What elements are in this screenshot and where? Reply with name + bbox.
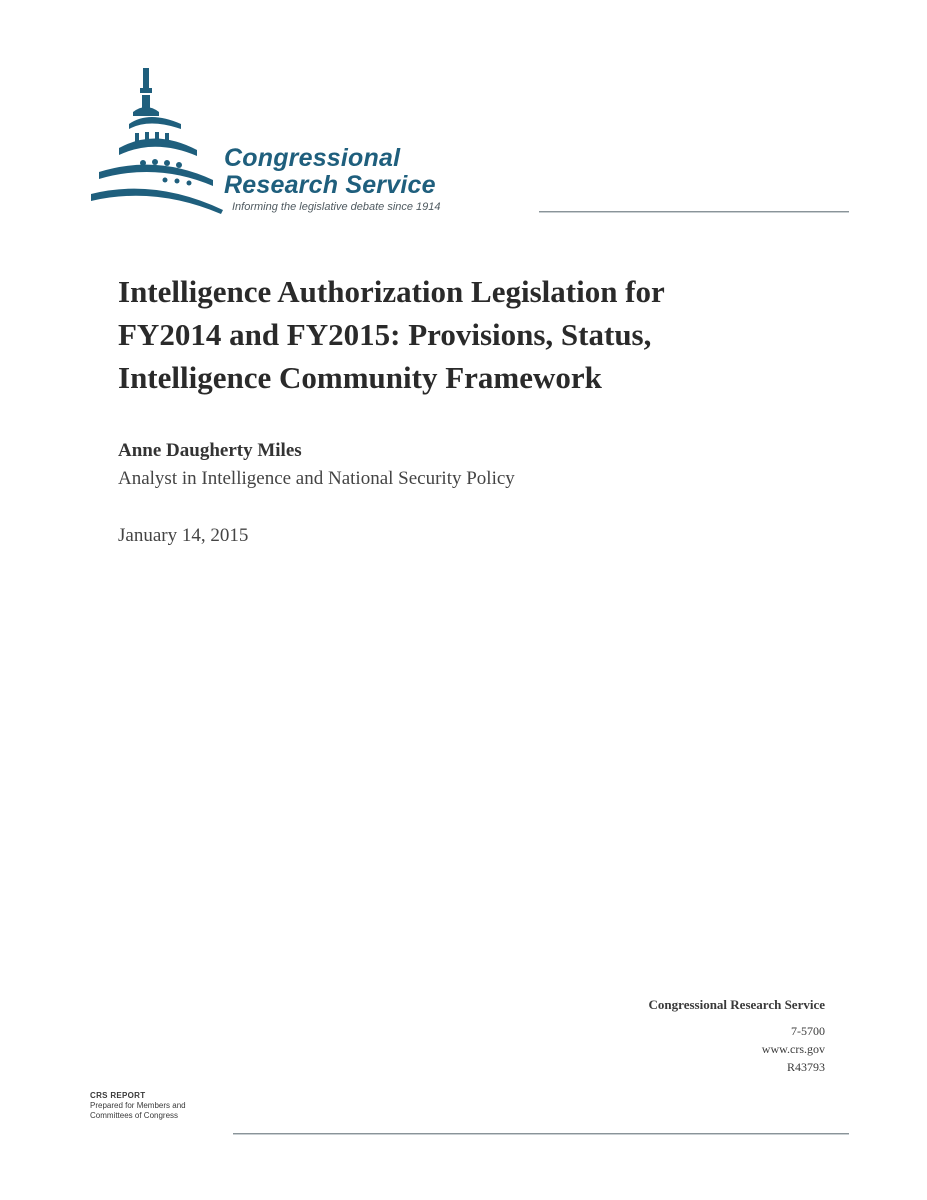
author-role: Analyst in Intelligence and National Security Policy (118, 468, 515, 489)
meta-report-number: R43793 (786, 1060, 825, 1074)
title-line-2: FY2014 and FY2015: Provisions, Status, (118, 317, 652, 352)
org-name-line2: Research Service (224, 171, 436, 199)
footer-divider (233, 1133, 849, 1135)
meta-website: www.crs.gov (761, 1042, 825, 1056)
org-name (224, 145, 436, 199)
report-date: January 14, 2015 (118, 525, 249, 546)
footer-label-head: CRS REPORT (90, 1091, 146, 1100)
author-name: Anne Daugherty Miles (118, 440, 302, 461)
meta-organization: Congressional Research Service (648, 997, 825, 1012)
footer-label (90, 1091, 186, 1121)
footer-label-line3: Committees of Congress (90, 1111, 179, 1120)
title-line-3: Intelligence Community Framework (118, 360, 602, 395)
meta-code: 7-5700 (791, 1024, 825, 1038)
document-title (118, 270, 818, 399)
header-divider (539, 211, 849, 213)
capitol-dome-icon (85, 62, 235, 222)
report-meta (649, 996, 825, 1076)
org-name-line1: Congressional (224, 144, 401, 172)
title-line-1: Intelligence Authorization Legislation for (118, 274, 665, 309)
footer-label-line2: Prepared for Members and (90, 1101, 186, 1110)
org-tagline: Informing the legislative debate since 1914 (232, 201, 441, 213)
